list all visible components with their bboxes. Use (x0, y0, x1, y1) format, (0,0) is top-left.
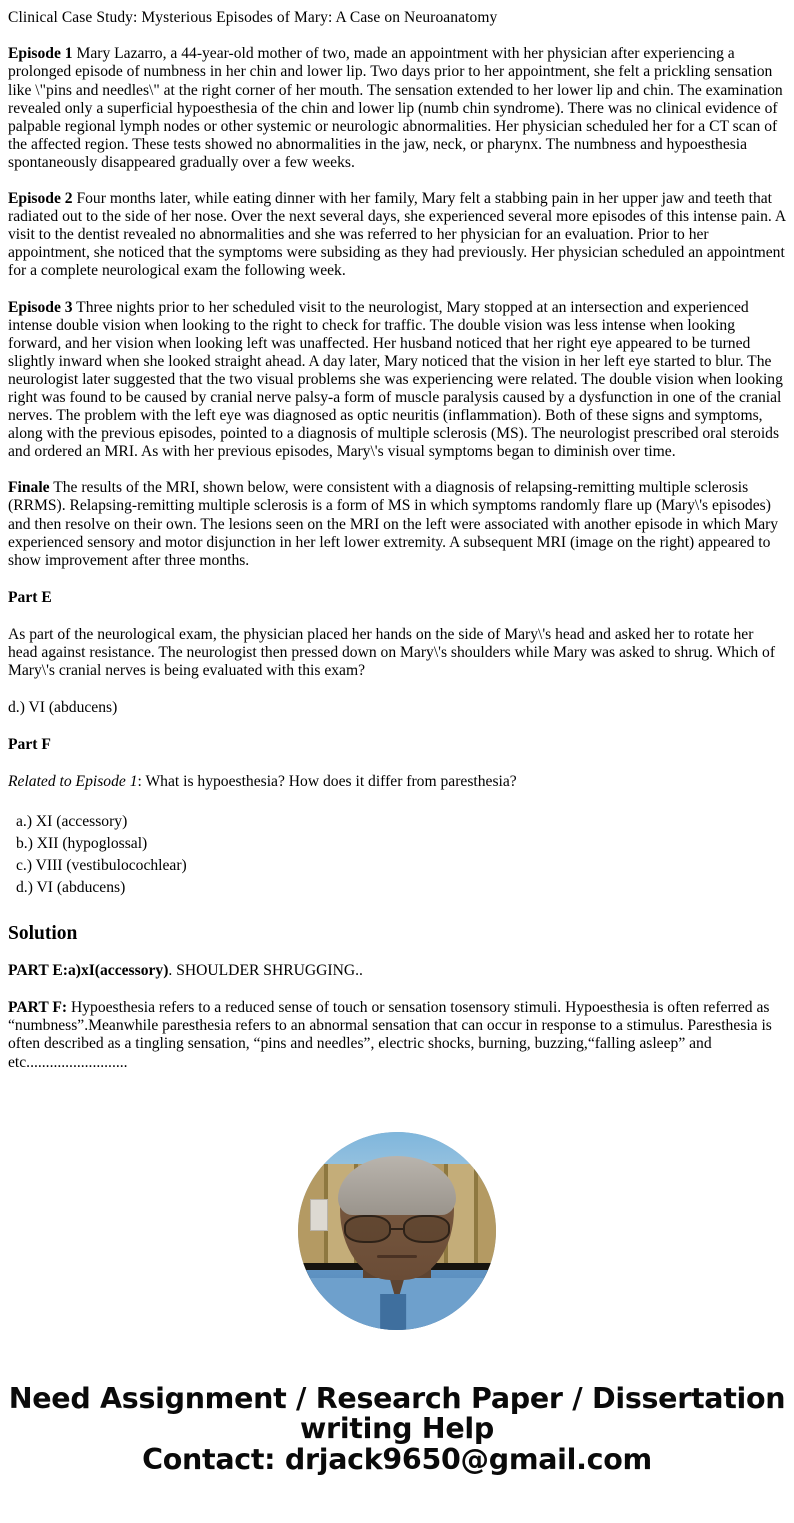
solution-part-f-text: Hypoesthesia refers to a reduced sense of touch or sensation tosensory stimuli. Hypoesthesia is often referred as “numbness”.Meanwhile paresthesia refers to an abnormal sensation that can occur in response to a stimulus. Paresthesia is often described as a tingling sensation, “pins and needles”, electric shocks, burning, buzzing,“falling asleep” and etc.......................... (8, 999, 772, 1071)
part-f-question-reference: Related to Episode 1 (8, 772, 138, 790)
avatar-glasses-bridge (391, 1228, 404, 1231)
solution-heading: Solution (8, 922, 78, 944)
option-b[interactable]: b.) XII (hypoglossal) (16, 834, 148, 852)
part-e-question: As part of the neurological exam, the physician placed her hands on the side of Mary\'s head and asked her to rotate her head against resistance. The neurologist then pressed down on Mary\'s shoulders while Mary was asked to shrug. Which of Mary\'s cranial nerves is being evaluated with this exam? (8, 625, 776, 679)
avatar-lens-right (403, 1215, 450, 1243)
glasses-icon (344, 1215, 451, 1243)
episode-1-label: Episode 1 (8, 45, 73, 63)
episode-3-paragraph (8, 299, 786, 462)
solution-part-f-label: PART F: (8, 999, 68, 1017)
promo-footer (8, 1381, 786, 1476)
part-f-question-text: : What is hypoesthesia? How does it differ from paresthesia? (137, 772, 517, 790)
promo-line-1: Need Assignment / Research Paper / Dissertation (8, 1381, 786, 1415)
episode-3-text: Three nights prior to her scheduled visit to the neurologist, Mary stopped at an intersection and experienced intense double vision when looking to the right to check for traffic. The double vision was less intense when looking forward, and her vision when looking left was unaffected. Her husband noticed that her right eye appeared to be turned slightly inward when she looked straight ahead. A day later, Mary noticed that the vision in her left eye started to blur. The neurologist later suggested that the two visual problems she was experiencing were related. The double vision when looking right was found to be caused by cranial nerve palsy-a form of muscle paralysis caused by a dysfunction in one of the cranial nerves. The problem with the left eye was diagnosed as optic neuritis (inflammation). Both of these signs and symptoms, along with the previous episodes, pointed to a diagnosis of multiple sclerosis (MS). The neurologist prescribed oral steroids and ordered an MRI. As with her previous episodes, Mary\'s visual symptoms began to diminish over time. (8, 298, 783, 461)
solution-part-e-label: PART E:a)xI(accessory) (8, 961, 169, 979)
page-title: Clinical Case Study: Mysterious Episodes of Mary: A Case on Neuroanatomy (8, 9, 498, 26)
finale-label: Finale (8, 479, 50, 497)
episode-1-text: Mary Lazarro, a 44-year-old mother of two, made an appointment with her physician after experiencing a prolonged episode of numbness in her chin and lower lip. Two days prior to her appointment, she felt a prickling sensation like \"pins and needles\" at the right corner of her mouth. The sensation extended to her lower lip and chin. The examination revealed only a superficial hypoesthesia of the chin and lower lip (numb chin syndrome). There was no clinical evidence of palpable regional lymph nodes or other systemic or neurologic abnormalities. Her physician scheduled her for a CT scan of the affected region. These tests showed no abnormalities in the jaw, neck, or pharynx. The numbness and hypoesthesia spontaneously disappeared gradually over a few weeks. (8, 45, 783, 171)
finale-paragraph (8, 479, 786, 569)
avatar-container (8, 1132, 786, 1330)
option-d[interactable]: d.) VI (abducens) (16, 878, 126, 896)
solution-part-e (8, 962, 786, 980)
episode-2-text: Four months later, while eating dinner with her family, Mary felt a stabbing pain in her upper jaw and teeth that radiated out to the side of her nose. Over the next several days, she experienced several more episodes of this intense pain. A visit to the dentist revealed no abnormalities and she was referred to her physician for an evaluation. Prior to her appointment, she noticed that the symptoms were subsiding as they had previously. Her physician scheduled an appointment for a complete neurological exam the following week. (8, 190, 786, 280)
option-a[interactable]: a.) XI (accessory) (16, 812, 128, 830)
solution-part-f (8, 999, 786, 1072)
episode-2-paragraph (8, 190, 786, 280)
finale-text: The results of the MRI, shown below, were consistent with a diagnosis of relapsing-remitting multiple sclerosis (RRMS). Relapsing-remitting multiple sclerosis is a form of MS in which symptoms randomly flare up (Mary\'s episodes) and then resolve on their own. The lesions seen on the MRI on the left were associated with another episode in which Mary experienced sensory and motor disjunction in her left lower extremity. A subsequent MRI (image on the right) appeared to show improvement after three months. (8, 479, 779, 569)
part-f-heading: Part F (8, 735, 51, 753)
avatar (298, 1132, 496, 1330)
episode-2-label: Episode 2 (8, 190, 73, 208)
part-e-answer: d.) VI (abducens) (8, 698, 118, 716)
promo-contact-line: Contact: drjack9650@gmail.com (142, 1442, 652, 1476)
avatar-lens-left (344, 1215, 391, 1243)
episode-3-label: Episode 3 (8, 298, 73, 316)
option-c[interactable]: c.) VIII (vestibulocochlear) (16, 856, 187, 874)
avatar-mouth (377, 1255, 417, 1258)
episode-1-paragraph (8, 45, 786, 172)
part-f-options-list (8, 811, 786, 899)
solution-part-e-text: . SHOULDER SHRUGGING.. (168, 961, 363, 979)
avatar-tie (380, 1294, 406, 1330)
part-e-heading: Part E (8, 588, 52, 606)
promo-line-2: writing Help (300, 1411, 494, 1445)
avatar-background-switchplate (310, 1199, 328, 1231)
part-f-question (8, 773, 786, 791)
